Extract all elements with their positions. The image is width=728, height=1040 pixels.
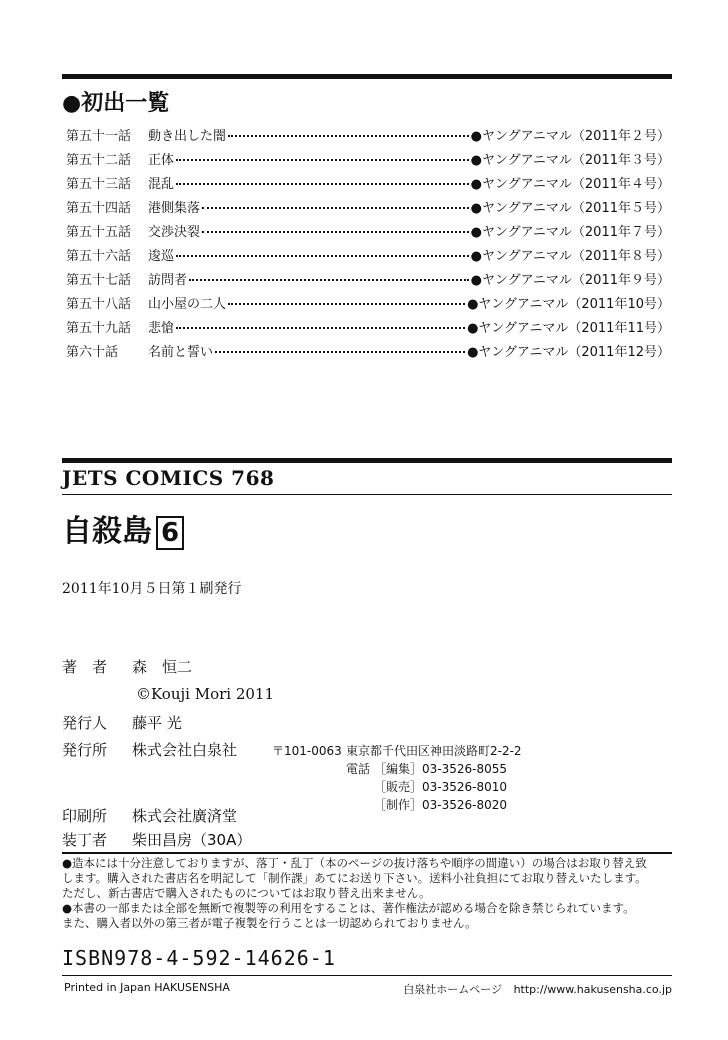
book-title <box>62 506 184 550</box>
toc-episode: 第五十六話 <box>66 248 132 264</box>
toc-episode: 第五十二話 <box>66 152 132 168</box>
toc-leader <box>202 199 469 209</box>
toc-row <box>66 218 670 242</box>
toc-leader <box>228 127 469 137</box>
toc-title: 悲愴 <box>148 320 175 336</box>
toc-title: 交渉決裂 <box>148 224 201 240</box>
author-row <box>62 656 192 677</box>
toc-row <box>66 266 670 290</box>
author-label: 著 者 <box>62 658 108 676</box>
printer-name: 株式会社廣済堂 <box>132 807 238 825</box>
copyright: ©Kouji Mori 2011 <box>136 685 275 703</box>
colophon-rule <box>62 458 672 463</box>
toc-source: ●ヤングアニマル（2011年３号） <box>470 152 670 168</box>
toc-row <box>66 314 670 338</box>
notice-line: ●造本には十分注意しておりますが、落丁・乱丁（本のページの抜け落ちや順序の間違い）の場合はお取り替え致 <box>62 856 647 870</box>
notice-line: します。購入された書店名を明記して「制作課」あてにお送り下さい。送料小社負担にてお取り替えいたします。 <box>62 871 647 885</box>
toc-leader <box>215 343 465 353</box>
homepage-label: 白泉社ホームページ <box>403 983 503 996</box>
toc-row <box>66 122 670 146</box>
toc-title: 逡巡 <box>148 248 175 264</box>
homepage-url: http://www.hakusensha.co.jp <box>513 983 672 996</box>
toc-row <box>66 338 670 362</box>
toc-episode: 第六十話 <box>66 344 119 360</box>
toc-episode: 第五十四話 <box>66 200 132 216</box>
publisher-person-row <box>62 712 182 733</box>
publisher-label: 発行所 <box>62 741 108 759</box>
toc-source: ●ヤングアニマル（2011年７号） <box>470 224 670 240</box>
notice-line: ただし、新古書店で購入されたものについてはお取り替え出来ません。 <box>62 886 431 900</box>
printer-label: 印刷所 <box>62 807 108 825</box>
toc-episode: 第五十八話 <box>66 296 132 312</box>
notice-rule <box>62 852 672 854</box>
publisher-person: 藤平 光 <box>132 714 182 732</box>
toc-source: ●ヤングアニマル（2011年４号） <box>470 176 670 192</box>
designer-label: 装丁者 <box>62 831 108 849</box>
notice-line: また、購入者以外の第三者が電子複製を行うことは一切認められておりません。 <box>62 916 477 930</box>
toc-row <box>66 146 670 170</box>
toc-leader <box>189 271 469 281</box>
toc-title: 混乱 <box>148 176 175 192</box>
notice-block <box>62 856 672 931</box>
toc-episode: 第五十一話 <box>66 128 132 144</box>
toc-title: 港側集落 <box>148 200 201 216</box>
toc-heading: ●初出一覧 <box>62 91 170 116</box>
phone-sales: ［販売］03-3526-8010 <box>374 780 508 794</box>
toc-source: ●ヤングアニマル（2011年２号） <box>470 128 670 144</box>
phone-label: 電話 <box>346 762 371 776</box>
toc-episode: 第五十三話 <box>66 176 132 192</box>
toc-episode: 第五十五話 <box>66 224 132 240</box>
phone-editorial: ［編集］03-3526-8055 <box>374 762 508 776</box>
toc-title: 動き出した闇 <box>148 128 227 144</box>
toc-title: 正体 <box>148 152 175 168</box>
toc-source: ●ヤングアニマル（2011年12号） <box>467 344 670 360</box>
toc-row <box>66 290 670 314</box>
toc-leader <box>176 175 469 185</box>
toc-row <box>66 194 670 218</box>
postal-code: 〒101-0063 <box>272 744 342 758</box>
toc-row <box>66 170 670 194</box>
publisher-person-label: 発行人 <box>62 714 108 732</box>
book-title-text: 自殺島 <box>62 514 152 549</box>
phone-production: ［制作］03-3526-8020 <box>374 798 508 812</box>
printed-in: Printed in Japan HAKUSENSHA <box>64 981 230 994</box>
toc-title: 名前と誓い <box>148 344 214 360</box>
toc-source: ●ヤングアニマル（2011年11号） <box>467 320 670 336</box>
toc-leader <box>176 151 469 161</box>
notice-line: ●本書の一部または全部を無断で複製等の利用をすることは、著作権法が認める場合を除き禁じられています。 <box>62 901 635 915</box>
toc-leader <box>176 319 465 329</box>
toc-episode: 第五十九話 <box>66 320 132 336</box>
toc-episode: 第五十七話 <box>66 272 132 288</box>
homepage <box>403 981 672 997</box>
publisher-name: 株式会社白泉社 <box>132 741 238 759</box>
toc-source: ●ヤングアニマル（2011年10号） <box>467 296 670 312</box>
toc-list <box>66 122 670 362</box>
series-name: JETS COMICS 768 <box>62 466 275 490</box>
series-divider <box>62 494 672 495</box>
toc-title: 山小屋の二人 <box>148 296 227 312</box>
toc-source: ●ヤングアニマル（2011年８号） <box>470 248 670 264</box>
publication-date: 2011年10月５日第１刷発行 <box>62 581 242 597</box>
toc-leader <box>202 223 469 233</box>
publisher-row <box>62 739 237 760</box>
top-rule <box>62 74 672 79</box>
toc-leader <box>176 247 469 257</box>
volume-number: 6 <box>156 516 184 550</box>
toc-title: 訪問者 <box>148 272 188 288</box>
toc-leader <box>228 295 465 305</box>
designer-name: 柴田昌房（30A） <box>132 831 252 849</box>
footer-rule <box>62 975 672 976</box>
toc-row <box>66 242 670 266</box>
author-name: 森 恒二 <box>132 658 193 676</box>
printer-row <box>62 805 237 826</box>
address: 東京都千代田区神田淡路町2-2-2 <box>346 744 522 758</box>
isbn: ISBN978-4-592-14626-1 <box>62 946 336 970</box>
designer-row <box>62 829 251 850</box>
toc-source: ●ヤングアニマル（2011年５号） <box>470 200 670 216</box>
toc-source: ●ヤングアニマル（2011年９号） <box>470 272 670 288</box>
